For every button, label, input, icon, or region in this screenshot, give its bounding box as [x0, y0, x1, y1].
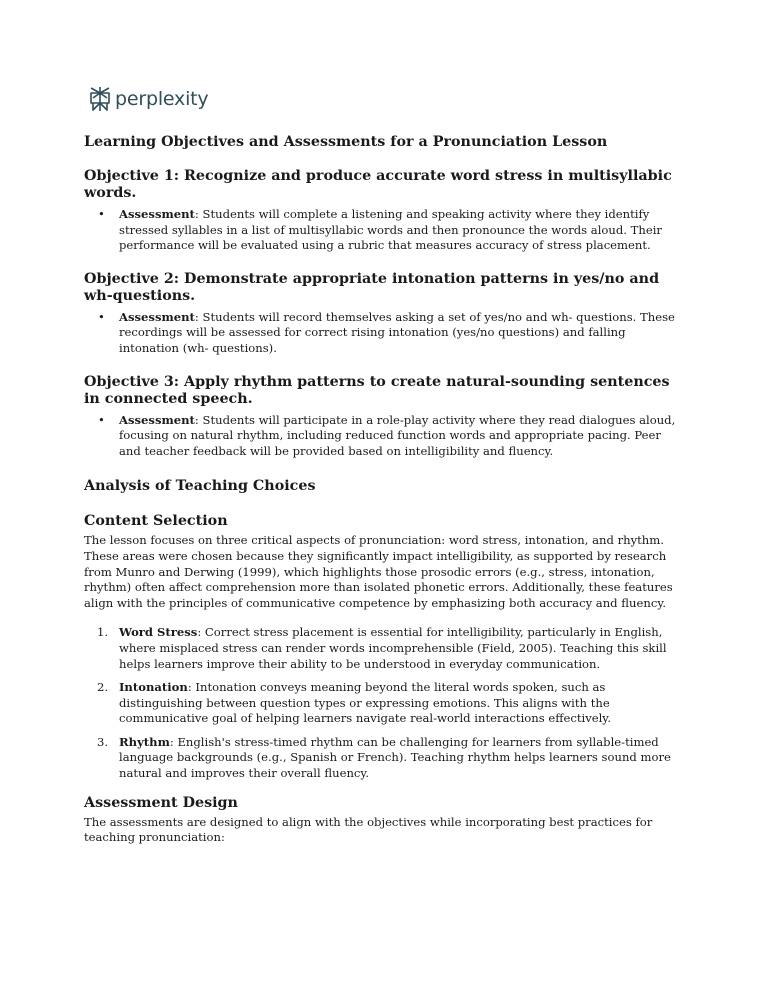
list-item-word-stress — [84, 625, 684, 672]
assessment-label: Assessment — [119, 207, 195, 221]
objective-2-heading: Objective 2: Demonstrate appropriate intonation patterns in yes/no and wh-questions. — [84, 270, 660, 304]
content-selection-paragraph: The lesson focuses on three critical aspects of pronunciation: word stress, intonation, and rhythm. These areas were chosen because they significantly impact intelligibility, as supported by research from Munro and Derwing (1999), which highlights those prosodic errors (e.g., stress, intonation, rhythm) often affect comprehension more than isolated phonetic errors. Additionally, these features align with the principles of communicative competence by emphasizing both accuracy and fluency. — [84, 533, 673, 610]
objective-3-assessment — [84, 413, 684, 460]
bullet-icon: • — [98, 207, 105, 221]
assessment-text: : Students will complete a listening and speaking activity where they identify stressed syllables in a list of multisyllabic words and then pronounce the words aloud. Their performance will be evaluated using a rubric that measures accuracy of stress placement. — [119, 207, 662, 253]
analysis-heading: Analysis of Teaching Choices — [84, 478, 316, 495]
list-item-intonation — [84, 680, 684, 727]
assessment-text: : Students will participate in a role-play activity where they read dialogues aloud, focusing on natural rhythm, including reduced function words and appropriate pacing. Peer and teacher feedback will be provided based on intelligibility and fluency. — [119, 412, 676, 458]
list-number: 1. — [97, 625, 109, 640]
bullet-icon: • — [98, 412, 105, 427]
assessment-text: : Students will record themselves asking a set of yes/no and wh- questions. These recordings will be assessed for correct rising intonation (yes/no questions) and falling intonation (wh- questions). — [119, 309, 675, 355]
document-body — [84, 133, 684, 856]
assessment-label: Assessment — [119, 309, 195, 324]
assessment-design-paragraph: The assessments are designed to align with the objectives while incorporating best practices for teaching pronunciation: — [84, 814, 653, 845]
item-label: Rhythm — [119, 734, 170, 749]
objective-1-heading: Objective 1: Recognize and produce accurate word stress in multisyllabic words. — [84, 168, 672, 201]
assessment-label: Assessment — [119, 412, 195, 427]
objective-3-heading: Objective 3: Apply rhythm patterns to create natural-sounding sentences in connected speech. — [84, 373, 670, 407]
perplexity-logo — [88, 86, 208, 112]
bullet-icon: • — [98, 309, 105, 324]
perplexity-logo-icon — [88, 86, 112, 112]
logo-text: perplexity — [115, 88, 209, 110]
item-text: : Correct stress placement is essential for intelligibility, particularly in English, where misplaced stress can render words incomprehensible (Field, 2005). Teaching this skill helps learners improve their ability to be understood in everyday communication. — [119, 625, 667, 671]
content-selection-heading: Content Selection — [84, 513, 228, 530]
item-text: : Intonation conveys meaning beyond the literal words spoken, such as distinguishing between question types or expressing emotions. This aligns with the communicative goal of helping learners navigate real-world interactions effectively. — [119, 680, 612, 726]
list-number: 2. — [97, 680, 109, 695]
document-title: Learning Objectives and Assessments for a Pronunciation Lesson — [84, 134, 608, 150]
assessment-design-heading: Assessment Design — [84, 794, 238, 811]
list-item-rhythm — [84, 735, 684, 782]
list-number: 3. — [97, 734, 109, 749]
item-label: Intonation — [119, 680, 188, 695]
item-text: : English's stress-timed rhythm can be challenging for learners from syllable-timed language backgrounds (e.g., Spanish or French). Teaching rhythm helps learners sound more natural and improves their overall fluency. — [119, 734, 671, 781]
objective-1-assessment — [84, 207, 684, 254]
item-label: Word Stress — [119, 625, 198, 640]
objective-2-assessment — [84, 310, 684, 357]
